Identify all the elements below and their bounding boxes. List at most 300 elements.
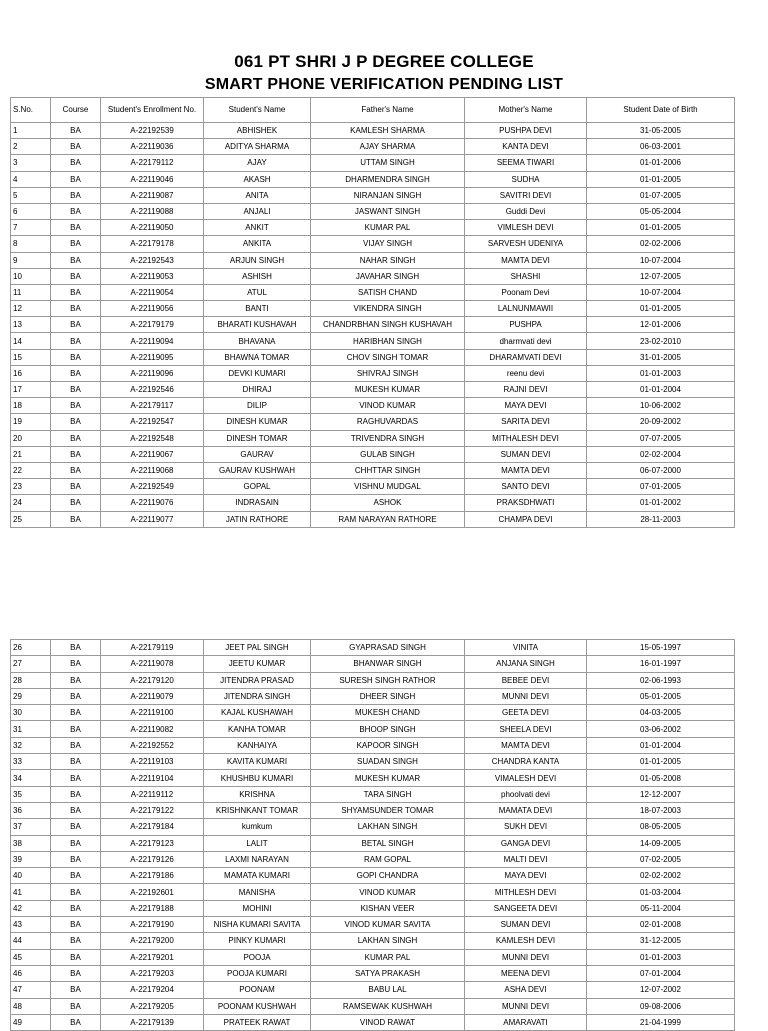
- cell-enrollment-no: A-22119103: [101, 754, 204, 770]
- cell-sno: 35: [11, 786, 51, 802]
- cell-mother-name: VINITA: [465, 640, 587, 656]
- cell-course: BA: [51, 301, 101, 317]
- table-row: [11, 754, 735, 770]
- cell-sno: 48: [11, 998, 51, 1014]
- cell-mother-name: PUSHPA: [465, 317, 587, 333]
- cell-date-of-birth: 12-07-2002: [587, 982, 735, 998]
- cell-mother-name: SARVESH UDENIYA: [465, 236, 587, 252]
- cell-mother-name: PUSHPA DEVI: [465, 123, 587, 139]
- cell-father-name: MUKESH KUMAR: [311, 770, 465, 786]
- cell-student-name: PRATEEK RAWAT: [204, 1014, 311, 1030]
- table-row: [11, 382, 735, 398]
- cell-date-of-birth: 12-01-2006: [587, 317, 735, 333]
- cell-sno: 9: [11, 252, 51, 268]
- cell-student-name: DHIRAJ: [204, 382, 311, 398]
- cell-course: BA: [51, 268, 101, 284]
- table-row: [11, 786, 735, 802]
- header-sno: S.No.: [11, 98, 51, 123]
- pending-list-table-page-1: [10, 97, 735, 528]
- cell-student-name: KHUSHBU KUMARI: [204, 770, 311, 786]
- table-row: [11, 333, 735, 349]
- cell-date-of-birth: 31-01-2005: [587, 349, 735, 365]
- cell-course: BA: [51, 414, 101, 430]
- table-row: [11, 688, 735, 704]
- cell-sno: 47: [11, 982, 51, 998]
- cell-mother-name: DHARAMVATI DEVI: [465, 349, 587, 365]
- cell-date-of-birth: 10-07-2004: [587, 252, 735, 268]
- cell-student-name: KANHA TOMAR: [204, 721, 311, 737]
- cell-date-of-birth: 05-01-2005: [587, 688, 735, 704]
- cell-student-name: BANTI: [204, 301, 311, 317]
- cell-student-name: GAURAV: [204, 446, 311, 462]
- table-row: [11, 414, 735, 430]
- cell-enrollment-no: A-22119079: [101, 688, 204, 704]
- cell-father-name: JASWANT SINGH: [311, 203, 465, 219]
- cell-course: BA: [51, 462, 101, 478]
- table-row: [11, 802, 735, 818]
- cell-sno: 18: [11, 398, 51, 414]
- cell-enrollment-no: A-22119054: [101, 284, 204, 300]
- cell-mother-name: MITHALESH DEVI: [465, 430, 587, 446]
- cell-mother-name: PRAKSDHWATI: [465, 495, 587, 511]
- table-row: [11, 365, 735, 381]
- cell-sno: 8: [11, 236, 51, 252]
- cell-father-name: CHHTTAR SINGH: [311, 462, 465, 478]
- cell-enrollment-no: A-22119100: [101, 705, 204, 721]
- cell-father-name: VISHNU MUDGAL: [311, 479, 465, 495]
- cell-student-name: ANKITA: [204, 236, 311, 252]
- cell-mother-name: MALTI DEVI: [465, 851, 587, 867]
- cell-course: BA: [51, 495, 101, 511]
- cell-enrollment-no: A-22119036: [101, 139, 204, 155]
- cell-enrollment-no: A-22119068: [101, 462, 204, 478]
- cell-mother-name: GEETA DEVI: [465, 705, 587, 721]
- cell-sno: 36: [11, 802, 51, 818]
- cell-student-name: AJAY: [204, 155, 311, 171]
- cell-mother-name: CHAMPA DEVI: [465, 511, 587, 527]
- table-row: [11, 949, 735, 965]
- cell-enrollment-no: A-22119050: [101, 220, 204, 236]
- table-row: [11, 868, 735, 884]
- cell-date-of-birth: 31-12-2005: [587, 933, 735, 949]
- cell-sno: 11: [11, 284, 51, 300]
- cell-mother-name: GANGA DEVI: [465, 835, 587, 851]
- cell-enrollment-no: A-22179201: [101, 949, 204, 965]
- cell-sno: 12: [11, 301, 51, 317]
- cell-student-name: MAMATA KUMARI: [204, 868, 311, 884]
- table-row: [11, 917, 735, 933]
- cell-date-of-birth: 20-09-2002: [587, 414, 735, 430]
- cell-mother-name: KANTA DEVI: [465, 139, 587, 155]
- cell-enrollment-no: A-22179186: [101, 868, 204, 884]
- cell-student-name: ARJUN SINGH: [204, 252, 311, 268]
- cell-course: BA: [51, 998, 101, 1014]
- cell-father-name: NIRANJAN SINGH: [311, 187, 465, 203]
- cell-sno: 34: [11, 770, 51, 786]
- cell-date-of-birth: 10-07-2004: [587, 284, 735, 300]
- cell-course: BA: [51, 851, 101, 867]
- header-student-name: Student's Name: [204, 98, 311, 123]
- cell-date-of-birth: 23-02-2010: [587, 333, 735, 349]
- cell-course: BA: [51, 220, 101, 236]
- cell-student-name: NISHA KUMARI SAVITA: [204, 917, 311, 933]
- cell-mother-name: SUMAN DEVI: [465, 446, 587, 462]
- cell-sno: 5: [11, 187, 51, 203]
- cell-father-name: KAPOOR SINGH: [311, 737, 465, 753]
- cell-course: BA: [51, 770, 101, 786]
- cell-course: BA: [51, 835, 101, 851]
- cell-sno: 26: [11, 640, 51, 656]
- cell-date-of-birth: 01-01-2005: [587, 220, 735, 236]
- cell-enrollment-no: A-22119078: [101, 656, 204, 672]
- cell-date-of-birth: 07-01-2005: [587, 479, 735, 495]
- cell-date-of-birth: 01-01-2003: [587, 365, 735, 381]
- cell-enrollment-no: A-22192601: [101, 884, 204, 900]
- cell-mother-name: SANTO DEVI: [465, 479, 587, 495]
- cell-student-name: LALIT: [204, 835, 311, 851]
- cell-enrollment-no: A-22192543: [101, 252, 204, 268]
- cell-student-name: DINESH TOMAR: [204, 430, 311, 446]
- cell-date-of-birth: 10-06-2002: [587, 398, 735, 414]
- table-row: [11, 462, 735, 478]
- cell-course: BA: [51, 511, 101, 527]
- cell-sno: 3: [11, 155, 51, 171]
- cell-student-name: AKASH: [204, 171, 311, 187]
- header-mother-name: Mother's Name: [465, 98, 587, 123]
- cell-father-name: SHYAMSUNDER TOMAR: [311, 802, 465, 818]
- cell-course: BA: [51, 171, 101, 187]
- cell-mother-name: MAMATA DEVI: [465, 802, 587, 818]
- table-row: [11, 511, 735, 527]
- table-row: [11, 1014, 735, 1030]
- cell-sno: 16: [11, 365, 51, 381]
- table-row: [11, 737, 735, 753]
- cell-father-name: LAKHAN SINGH: [311, 933, 465, 949]
- cell-student-name: JITENDRA SINGH: [204, 688, 311, 704]
- cell-course: BA: [51, 349, 101, 365]
- cell-course: BA: [51, 430, 101, 446]
- cell-date-of-birth: 01-01-2004: [587, 382, 735, 398]
- cell-sno: 41: [11, 884, 51, 900]
- cell-sno: 49: [11, 1014, 51, 1030]
- cell-father-name: NAHAR SINGH: [311, 252, 465, 268]
- cell-mother-name: SEEMA TIWARI: [465, 155, 587, 171]
- cell-enrollment-no: A-22179126: [101, 851, 204, 867]
- cell-course: BA: [51, 1014, 101, 1030]
- table-row: [11, 982, 735, 998]
- cell-date-of-birth: 08-05-2005: [587, 819, 735, 835]
- cell-student-name: DINESH KUMAR: [204, 414, 311, 430]
- cell-sno: 7: [11, 220, 51, 236]
- cell-course: BA: [51, 284, 101, 300]
- cell-father-name: MUKESH CHAND: [311, 705, 465, 721]
- cell-sno: 44: [11, 933, 51, 949]
- cell-enrollment-no: A-22119077: [101, 511, 204, 527]
- cell-date-of-birth: 02-02-2006: [587, 236, 735, 252]
- cell-mother-name: MITHLESH DEVI: [465, 884, 587, 900]
- cell-course: BA: [51, 640, 101, 656]
- cell-father-name: VINOD KUMAR SAVITA: [311, 917, 465, 933]
- cell-course: BA: [51, 446, 101, 462]
- cell-enrollment-no: A-22192547: [101, 414, 204, 430]
- table-row: [11, 965, 735, 981]
- table-row: [11, 479, 735, 495]
- cell-course: BA: [51, 187, 101, 203]
- cell-father-name: KISHAN VEER: [311, 900, 465, 916]
- cell-mother-name: SAVITRI DEVI: [465, 187, 587, 203]
- cell-date-of-birth: 02-02-2004: [587, 446, 735, 462]
- cell-student-name: POOJA KUMARI: [204, 965, 311, 981]
- cell-father-name: BETAL SINGH: [311, 835, 465, 851]
- cell-date-of-birth: 01-01-2006: [587, 155, 735, 171]
- cell-enrollment-no: A-22179203: [101, 965, 204, 981]
- cell-enrollment-no: A-22179178: [101, 236, 204, 252]
- cell-sno: 10: [11, 268, 51, 284]
- cell-sno: 29: [11, 688, 51, 704]
- cell-sno: 22: [11, 462, 51, 478]
- table-row: [11, 640, 735, 656]
- cell-enrollment-no: A-22119094: [101, 333, 204, 349]
- cell-course: BA: [51, 819, 101, 835]
- cell-course: BA: [51, 705, 101, 721]
- cell-father-name: SUADAN SINGH: [311, 754, 465, 770]
- cell-mother-name: SARITA DEVI: [465, 414, 587, 430]
- cell-date-of-birth: 01-01-2003: [587, 949, 735, 965]
- cell-course: BA: [51, 236, 101, 252]
- cell-enrollment-no: A-22179184: [101, 819, 204, 835]
- cell-enrollment-no: A-22119087: [101, 187, 204, 203]
- cell-enrollment-no: A-22119076: [101, 495, 204, 511]
- cell-student-name: KRISHNA: [204, 786, 311, 802]
- cell-date-of-birth: 05-11-2004: [587, 900, 735, 916]
- cell-enrollment-no: A-22179190: [101, 917, 204, 933]
- cell-course: BA: [51, 398, 101, 414]
- cell-father-name: SATYA PRAKASH: [311, 965, 465, 981]
- cell-mother-name: VIMLESH DEVI: [465, 220, 587, 236]
- cell-student-name: BHAWNA TOMAR: [204, 349, 311, 365]
- cell-enrollment-no: A-22119088: [101, 203, 204, 219]
- table-row: [11, 220, 735, 236]
- cell-father-name: RAGHUVARDAS: [311, 414, 465, 430]
- cell-enrollment-no: A-22179139: [101, 1014, 204, 1030]
- cell-sno: 25: [11, 511, 51, 527]
- cell-father-name: RAMSEWAK KUSHWAH: [311, 998, 465, 1014]
- header-enrollment-no: Student's Enrollment No.: [101, 98, 204, 123]
- cell-sno: 24: [11, 495, 51, 511]
- header-date-of-birth: Student Date of Birth: [587, 98, 735, 123]
- cell-mother-name: MAMTA DEVI: [465, 737, 587, 753]
- cell-date-of-birth: 02-02-2002: [587, 868, 735, 884]
- cell-date-of-birth: 28-11-2003: [587, 511, 735, 527]
- cell-enrollment-no: A-22179205: [101, 998, 204, 1014]
- cell-father-name: GOPI CHANDRA: [311, 868, 465, 884]
- cell-sno: 42: [11, 900, 51, 916]
- table-row: [11, 900, 735, 916]
- cell-date-of-birth: 21-04-1999: [587, 1014, 735, 1030]
- cell-sno: 13: [11, 317, 51, 333]
- cell-father-name: SATISH CHAND: [311, 284, 465, 300]
- cell-father-name: SHIVRAJ SINGH: [311, 365, 465, 381]
- cell-sno: 28: [11, 672, 51, 688]
- cell-course: BA: [51, 884, 101, 900]
- cell-enrollment-no: A-22179188: [101, 900, 204, 916]
- cell-mother-name: VIMALESH DEVI: [465, 770, 587, 786]
- table-row: [11, 284, 735, 300]
- table-row: [11, 495, 735, 511]
- cell-enrollment-no: A-22192539: [101, 123, 204, 139]
- cell-sno: 23: [11, 479, 51, 495]
- cell-student-name: KAVITA KUMARI: [204, 754, 311, 770]
- table-row: [11, 268, 735, 284]
- cell-student-name: ABHISHEK: [204, 123, 311, 139]
- cell-sno: 19: [11, 414, 51, 430]
- cell-course: BA: [51, 949, 101, 965]
- table-row: [11, 851, 735, 867]
- cell-student-name: JATIN RATHORE: [204, 511, 311, 527]
- cell-mother-name: SUKH DEVI: [465, 819, 587, 835]
- cell-mother-name: BEBEE DEVI: [465, 672, 587, 688]
- cell-mother-name: ANJANA SINGH: [465, 656, 587, 672]
- cell-enrollment-no: A-22179200: [101, 933, 204, 949]
- cell-enrollment-no: A-22119104: [101, 770, 204, 786]
- cell-mother-name: MUNNI DEVI: [465, 949, 587, 965]
- cell-course: BA: [51, 868, 101, 884]
- cell-date-of-birth: 12-12-2007: [587, 786, 735, 802]
- table-row: [11, 139, 735, 155]
- cell-enrollment-no: A-22119053: [101, 268, 204, 284]
- cell-mother-name: MAMTA DEVI: [465, 462, 587, 478]
- table-row: [11, 933, 735, 949]
- cell-course: BA: [51, 688, 101, 704]
- cell-mother-name: MUNNI DEVI: [465, 688, 587, 704]
- cell-sno: 43: [11, 917, 51, 933]
- header-father-name: Father's Name: [311, 98, 465, 123]
- cell-course: BA: [51, 982, 101, 998]
- table-row: [11, 672, 735, 688]
- cell-mother-name: SUDHA: [465, 171, 587, 187]
- cell-sno: 32: [11, 737, 51, 753]
- cell-course: BA: [51, 382, 101, 398]
- cell-mother-name: Poonam Devi: [465, 284, 587, 300]
- cell-course: BA: [51, 721, 101, 737]
- cell-enrollment-no: A-22179179: [101, 317, 204, 333]
- cell-student-name: JITENDRA PRASAD: [204, 672, 311, 688]
- cell-father-name: JAVAHAR SINGH: [311, 268, 465, 284]
- cell-mother-name: MEENA DEVI: [465, 965, 587, 981]
- cell-date-of-birth: 15-05-1997: [587, 640, 735, 656]
- cell-course: BA: [51, 155, 101, 171]
- cell-father-name: LAKHAN SINGH: [311, 819, 465, 835]
- cell-sno: 1: [11, 123, 51, 139]
- cell-sno: 46: [11, 965, 51, 981]
- cell-sno: 39: [11, 851, 51, 867]
- cell-mother-name: Guddi Devi: [465, 203, 587, 219]
- cell-date-of-birth: 01-07-2005: [587, 187, 735, 203]
- cell-course: BA: [51, 965, 101, 981]
- cell-mother-name: SHASHI: [465, 268, 587, 284]
- cell-course: BA: [51, 754, 101, 770]
- cell-course: BA: [51, 123, 101, 139]
- cell-sno: 27: [11, 656, 51, 672]
- cell-sno: 33: [11, 754, 51, 770]
- cell-sno: 6: [11, 203, 51, 219]
- cell-father-name: RAM GOPAL: [311, 851, 465, 867]
- cell-date-of-birth: 01-01-2005: [587, 301, 735, 317]
- cell-student-name: GOPAL: [204, 479, 311, 495]
- cell-mother-name: RAJNI DEVI: [465, 382, 587, 398]
- cell-student-name: GAURAV KUSHWAH: [204, 462, 311, 478]
- cell-enrollment-no: A-22119082: [101, 721, 204, 737]
- cell-student-name: ADITYA SHARMA: [204, 139, 311, 155]
- cell-father-name: HARIBHAN SINGH: [311, 333, 465, 349]
- cell-student-name: KAJAL KUSHAWAH: [204, 705, 311, 721]
- table-row: [11, 301, 735, 317]
- cell-student-name: ANJALI: [204, 203, 311, 219]
- cell-date-of-birth: 01-01-2002: [587, 495, 735, 511]
- cell-enrollment-no: A-22192548: [101, 430, 204, 446]
- cell-father-name: RAM NARAYAN RATHORE: [311, 511, 465, 527]
- cell-enrollment-no: A-22179117: [101, 398, 204, 414]
- table-row: [11, 656, 735, 672]
- table-row: [11, 252, 735, 268]
- cell-sno: 2: [11, 139, 51, 155]
- cell-enrollment-no: A-22179119: [101, 640, 204, 656]
- cell-student-name: ANITA: [204, 187, 311, 203]
- cell-father-name: BHOOP SINGH: [311, 721, 465, 737]
- table-row: [11, 721, 735, 737]
- cell-student-name: POOJA: [204, 949, 311, 965]
- college-title: 061 PT SHRI J P DEGREE COLLEGE: [234, 52, 534, 71]
- cell-enrollment-no: A-22119067: [101, 446, 204, 462]
- cell-father-name: KUMAR PAL: [311, 220, 465, 236]
- cell-course: BA: [51, 252, 101, 268]
- table-row: [11, 998, 735, 1014]
- cell-student-name: BHAVANA: [204, 333, 311, 349]
- cell-enrollment-no: A-22192549: [101, 479, 204, 495]
- cell-student-name: DEVKI KUMARI: [204, 365, 311, 381]
- cell-date-of-birth: 18-07-2003: [587, 802, 735, 818]
- cell-date-of-birth: 09-08-2006: [587, 998, 735, 1014]
- cell-course: BA: [51, 933, 101, 949]
- cell-student-name: MOHINI: [204, 900, 311, 916]
- cell-father-name: VINOD RAWAT: [311, 1014, 465, 1030]
- table-row: [11, 446, 735, 462]
- cell-student-name: ANKIT: [204, 220, 311, 236]
- cell-course: BA: [51, 802, 101, 818]
- cell-father-name: BABU LAL: [311, 982, 465, 998]
- cell-father-name: DHARMENDRA SINGH: [311, 171, 465, 187]
- cell-mother-name: MAYA DEVI: [465, 398, 587, 414]
- cell-student-name: DILIP: [204, 398, 311, 414]
- table-row: [11, 770, 735, 786]
- cell-course: BA: [51, 203, 101, 219]
- cell-mother-name: SANGEETA DEVI: [465, 900, 587, 916]
- cell-student-name: MANISHA: [204, 884, 311, 900]
- cell-sno: 4: [11, 171, 51, 187]
- cell-father-name: CHOV SINGH TOMAR: [311, 349, 465, 365]
- table-row: [11, 349, 735, 365]
- table-body-page-1: [11, 123, 735, 528]
- cell-father-name: SURESH SINGH RATHOR: [311, 672, 465, 688]
- cell-sno: 38: [11, 835, 51, 851]
- table-row: [11, 187, 735, 203]
- cell-student-name: ASHISH: [204, 268, 311, 284]
- cell-date-of-birth: 05-05-2004: [587, 203, 735, 219]
- cell-date-of-birth: 01-05-2008: [587, 770, 735, 786]
- cell-mother-name: MAMTA DEVI: [465, 252, 587, 268]
- cell-mother-name: MUNNI DEVI: [465, 998, 587, 1014]
- cell-date-of-birth: 01-01-2004: [587, 737, 735, 753]
